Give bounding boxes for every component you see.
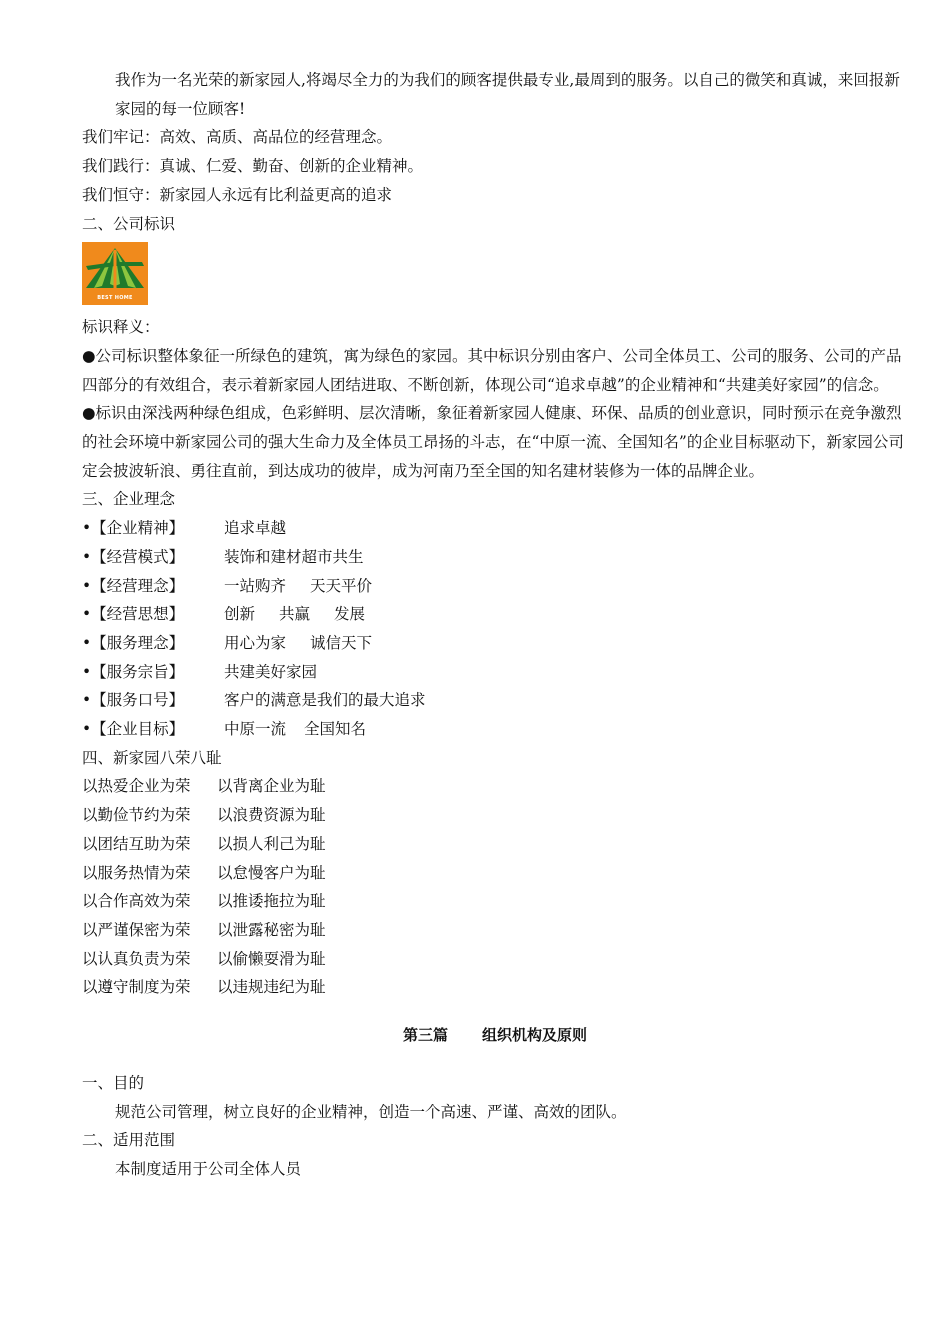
philosophy-key: •【经营理念】 — [82, 576, 185, 595]
honor-shame-row — [82, 887, 908, 916]
honor-text: 以勤俭节约为荣 — [82, 806, 191, 825]
philosophy-value-part: 一站购齐 — [224, 576, 287, 595]
shame-text: 以背离企业为耻 — [217, 777, 326, 796]
philosophy-item — [82, 572, 908, 601]
philosophy-key: •【经营模式】 — [82, 547, 185, 566]
philosophy-value-part: 追求卓越 — [224, 519, 287, 538]
motto-line-2: 我们践行：真诚、仁爱、勤奋、创新的企业精神。 — [82, 157, 424, 176]
section-4-title: 四、新家园八荣八耻 — [82, 748, 222, 767]
honor-shame-row — [82, 945, 908, 974]
section-2-title: 二、公司标识 — [82, 214, 176, 233]
philosophy-item — [82, 543, 908, 572]
section-3-title: 三、企业理念 — [82, 490, 176, 509]
philosophy-value-part: 全国知名 — [304, 720, 367, 739]
shame-text: 以浪费资源为耻 — [217, 806, 326, 825]
philosophy-item — [82, 658, 908, 687]
intro-paragraph: 我作为一名光荣的新家园人,将竭尽全力的为我们的顾客提供最专业,最周到的服务。以自己的微笑和真诚，来回报新家园的每一位顾客! — [115, 71, 900, 118]
philosophy-key: •【服务口号】 — [82, 691, 185, 710]
honor-shame-row — [82, 830, 908, 859]
logo-explain-title: 标识释义： — [82, 318, 160, 337]
philosophy-value — [224, 600, 365, 629]
philosophy-key: •【企业目标】 — [82, 720, 185, 739]
philosophy-list — [82, 514, 908, 744]
purpose-title: 一、目的 — [82, 1073, 145, 1092]
honor-shame-row — [82, 801, 908, 830]
honor-text: 以严谨保密为荣 — [82, 920, 191, 939]
philosophy-value-part: 发展 — [334, 605, 366, 624]
philosophy-item — [82, 629, 908, 658]
philosophy-value-part: 共建美好家园 — [224, 662, 318, 681]
philosophy-key: •【服务宗旨】 — [82, 662, 185, 681]
philosophy-key: •【服务理念】 — [82, 633, 185, 652]
philosophy-item — [82, 514, 908, 543]
philosophy-value-part: 天天平价 — [310, 576, 373, 595]
philosophy-item — [82, 686, 908, 715]
philosophy-value-part: 中原一流 — [224, 720, 287, 739]
honor-text: 以合作高效为荣 — [82, 892, 191, 911]
honor-text: 以认真负责为荣 — [82, 949, 191, 968]
shame-text: 以怠慢客户为耻 — [217, 863, 326, 882]
philosophy-key: •【经营思想】 — [82, 605, 185, 624]
philosophy-value — [224, 629, 372, 658]
philosophy-value — [224, 543, 364, 572]
philosophy-item — [82, 600, 908, 629]
philosophy-value — [224, 686, 426, 715]
shame-text: 以泄露秘密为耻 — [217, 920, 326, 939]
honor-shame-row — [82, 772, 908, 801]
logo-explain-bullet-1: ●公司标识整体象征一所绿色的建筑，寓为绿色的家园。其中标识分别由客户、公司全体员工、公司的服务、公司的产品四部分的有效组合，表示着新家园人团结进取、不断创新，体现公司“追求卓越”的企业精神和“共建美好家园”的信念。 — [82, 346, 902, 394]
philosophy-value-part: 客户的满意是我们的最大追求 — [224, 691, 426, 710]
scope-title: 二、适用范围 — [82, 1131, 176, 1150]
philosophy-value — [224, 715, 366, 744]
honor-text: 以遵守制度为荣 — [82, 978, 191, 997]
chapter-number: 第三篇 — [402, 1026, 448, 1045]
company-logo — [82, 242, 148, 305]
philosophy-key: •【企业精神】 — [82, 519, 185, 538]
motto-line-3: 我们恒守：新家园人永远有比利益更高的追求 — [82, 185, 393, 204]
chapter-title: 组织机构及原则 — [482, 1026, 588, 1045]
philosophy-value — [224, 658, 317, 687]
scope-body: 本制度适用于公司全体人员 — [115, 1159, 302, 1178]
chapter-heading — [82, 1021, 908, 1050]
philosophy-value-part: 用心为家 — [224, 633, 287, 652]
philosophy-value-part: 创新 — [224, 605, 256, 624]
honor-shame-row — [82, 859, 908, 888]
purpose-body: 规范公司管理，树立良好的企业精神，创造一个高速、严谨、高效的团队。 — [115, 1102, 627, 1121]
philosophy-value — [224, 514, 286, 543]
logo-wordmark: BEST HOME — [97, 295, 133, 302]
philosophy-item — [82, 715, 908, 744]
honor-shame-list — [82, 772, 908, 1002]
motto-line-1: 我们牢记：高效、高质、高品位的经营理念。 — [82, 128, 393, 147]
honor-text: 以团结互助为荣 — [82, 834, 191, 853]
shame-text: 以偷懒耍滑为耻 — [217, 949, 326, 968]
shame-text: 以推诿拖拉为耻 — [217, 892, 326, 911]
philosophy-value-part: 装饰和建材超市共生 — [224, 547, 364, 566]
philosophy-value — [224, 572, 372, 601]
shame-text: 以损人利己为耻 — [217, 834, 326, 853]
logo-explain-bullet-2: ●标识由深浅两种绿色组成，色彩鲜明、层次清晰，象征着新家园人健康、环保、品质的创业意识，同时预示在竞争激烈的社会环境中新家园公司的强大生命力及全体员工昂扬的斗志，在“中原一流、全国知名”的企业目标驱动下，新家园公司定会披波斩浪、勇往直前，到达成功的彼岸，成为河南乃至全国的知名建材装修为一体的品牌企业。 — [82, 404, 904, 480]
honor-shame-row — [82, 916, 908, 945]
philosophy-value-part: 诚信天下 — [310, 633, 373, 652]
shame-text: 以违规违纪为耻 — [217, 978, 326, 997]
honor-text: 以服务热情为荣 — [82, 863, 191, 882]
honor-text: 以热爱企业为荣 — [82, 777, 191, 796]
philosophy-value-part: 共赢 — [279, 605, 311, 624]
honor-shame-row — [82, 973, 908, 1002]
document-page — [82, 66, 908, 1184]
